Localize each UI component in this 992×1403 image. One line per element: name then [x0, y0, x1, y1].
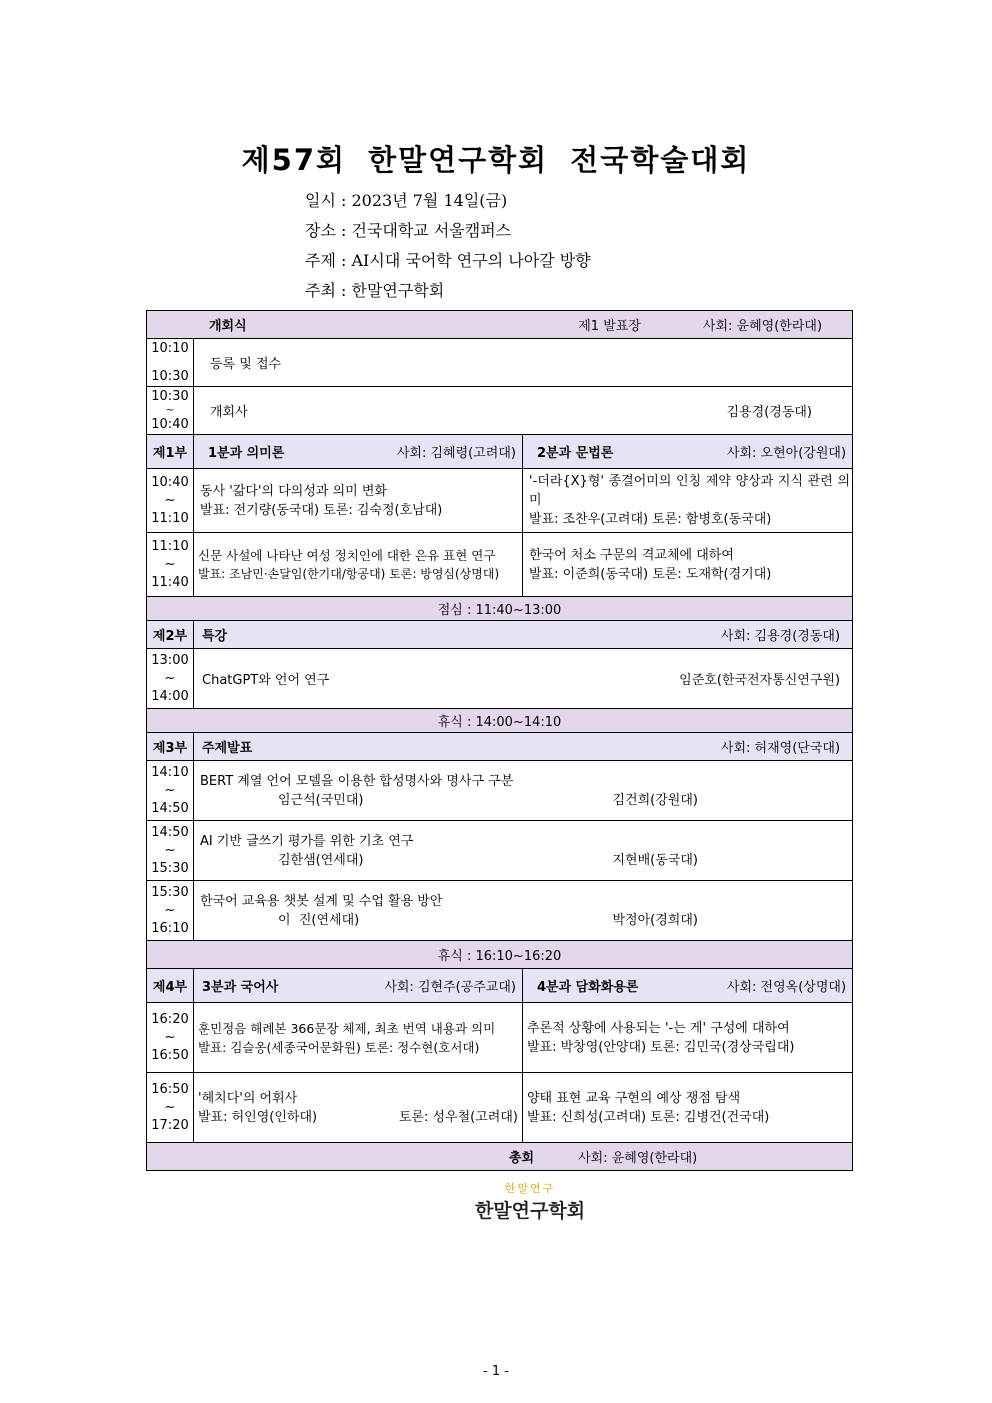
part1-header-row: 제1부 1분과 의미론 사회: 김혜령(고려대) 2분과 문법론 사회: 오현아(강원대) — [147, 435, 853, 469]
part4-session2-row: 16:50 ~ 17:20 '헤치다'의 어휘사 발표: 허인영(인하대) 토론: 성우철(고려대) 양태 표현 교육 구현의 예상 쟁점 탐색 발표: 신희성(고려대) 토론: 김병건(건국대) — [147, 1073, 853, 1143]
part3-talk2-row: 14:50 ~ 15:30 AI 기반 글쓰기 평가를 위한 기초 연구 김한샘(연세대) 지현배(동국대) — [147, 821, 853, 881]
part2-talk-row: 13:00 ~ 14:00 ChatGPT와 언어 연구 임준호(한국전자통신연구원) — [147, 649, 853, 709]
logo-mark-icon: 한말연구 — [504, 1182, 556, 1195]
page-title: 제57회 한말연구학회 전국학술대회 — [241, 143, 751, 177]
society-logo: 한말연구 한말연구학회 — [450, 1180, 610, 1223]
closing-row: 총회 사회: 윤혜영(한라대) — [147, 1143, 853, 1171]
part3-talk3-row: 15:30 ~ 16:10 한국어 교육용 챗봇 설계 및 수업 활용 방안 이 진(연세대) 박정아(경희대) — [147, 881, 853, 941]
schedule-table — [146, 310, 853, 1171]
part4-header-row: 제4부 3분과 국어사 사회: 김현주(공주교대) 4분과 담화화용론 사회: 전영옥(상명대) — [147, 969, 853, 1003]
part3-talk1-row: 14:10 ~ 14:50 BERT 계열 언어 모델을 이용한 합성명사와 명사구 구분 임근석(국민대) 김건희(강원대) — [147, 761, 853, 821]
break2-row: 휴식 : 16:10~16:20 — [147, 941, 853, 969]
part1-session2-row: 11:10 ~ 11:40 신문 사설에 나타난 여성 정치인에 대한 은유 표현 연구 발표: 조남민·손달임(한기대/항공대) 토론: 방영심(상명대) 한국어 처소 구문의 격교체에 대하여 발표: 이준희(동국대) 토론: 도재학(경기대) — [147, 533, 853, 597]
part2-header-row: 제2부 특강 사회: 김용경(경동대) — [147, 621, 853, 649]
opening-header-row: 개회식 제1 발표장 사회: 윤혜영(한라대) — [147, 311, 853, 339]
info-place: 장소 : 건국대학교 서울캠퍼스 — [305, 221, 512, 240]
page-number: - 1 - — [483, 1364, 509, 1379]
part1-session1-row: 10:40 ~ 11:10 동사 '갊다'의 다의성과 의미 변화 발표: 전기량(동국대) 토론: 김숙정(호남대) '-더라{X}형' 종결어미의 인칭 제약 양상과 지식 관련 의미 발표: 조찬우(고려대) 토론: 함병호(동국대) — [147, 469, 853, 533]
part4-session1-row: 16:20 ~ 16:50 훈민정음 해례본 366문장 체제, 최초 번역 내용과 의미 발표: 김슬옹(세종국어문화원) 토론: 정수현(호서대) 추론적 상황에 사용되는 '-는 게' 구성에 대하여 발표: 박창영(안양대) 토론: 김민국(경상국립대) — [147, 1003, 853, 1073]
opening-speech-row: 10:30 ~ 10:40 개회사 김용경(경동대) — [147, 387, 853, 435]
info-theme: 주제 : AI시대 국어학 연구의 나아갈 방향 — [305, 251, 591, 270]
break1-row: 휴식 : 14:00~14:10 — [147, 709, 853, 733]
info-host: 주최 : 한말연구학회 — [305, 281, 445, 300]
part3-header-row: 제3부 주제발표 사회: 허재영(단국대) — [147, 733, 853, 761]
lunch-row: 점심 : 11:40~13:00 — [147, 597, 853, 621]
registration-row: 10:10 10:30 등록 및 접수 — [147, 339, 853, 387]
info-date: 일시 : 2023년 7월 14일(금) — [305, 191, 508, 210]
